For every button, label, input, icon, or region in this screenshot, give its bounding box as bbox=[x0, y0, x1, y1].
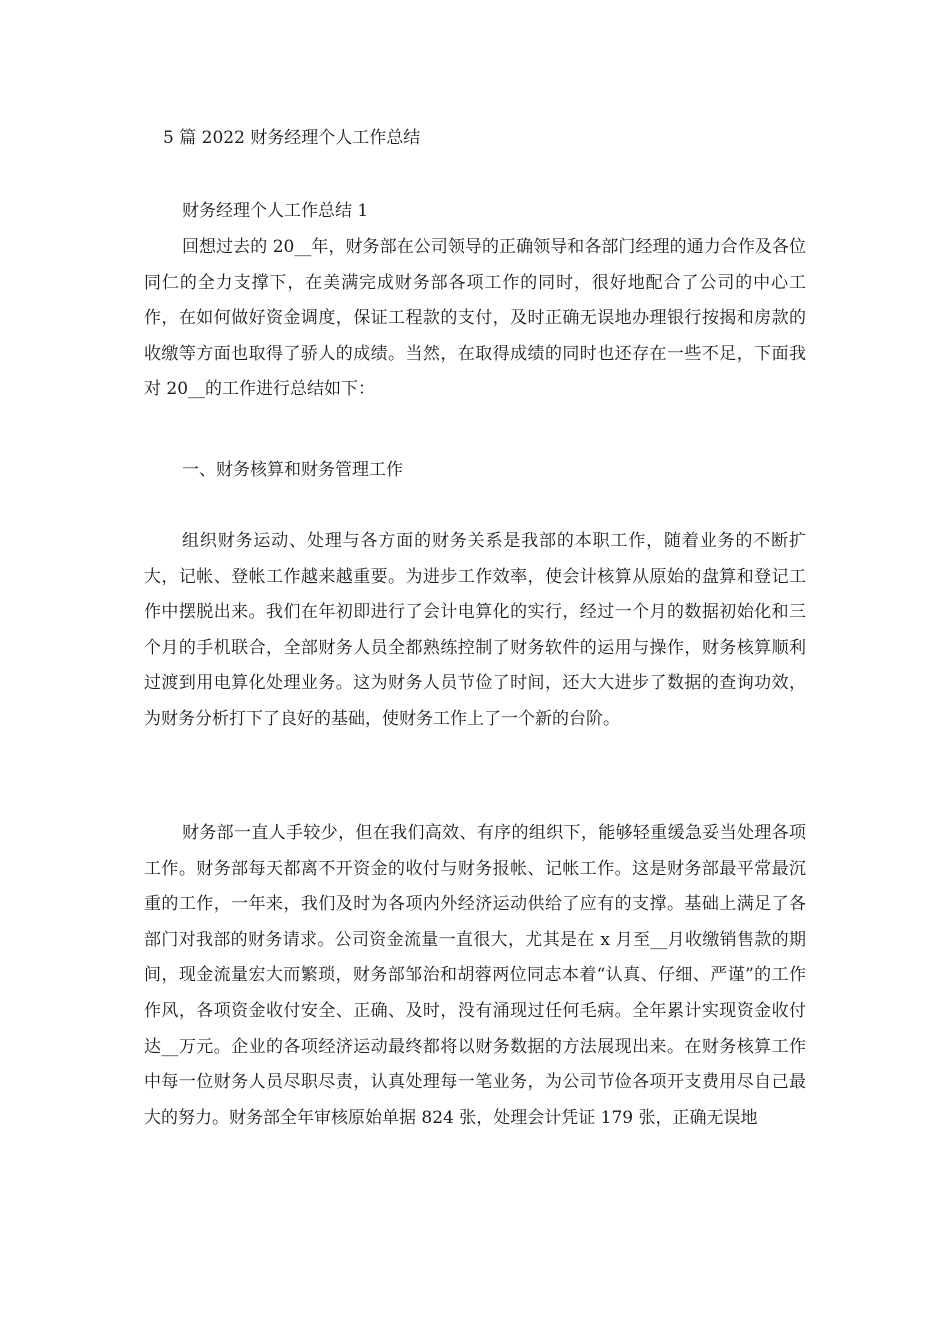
section-heading: 一、财务核算和财务管理工作 bbox=[182, 460, 403, 480]
paragraph-intro: 回想过去的 20__年，财务部在公司领导的正确领导和各部门经理的通力合作及各位同仁的全力支撑下，在美满完成财务部各项工作的同时，很好地配合了公司的中心工作，在如何做好资金调度，保证工程款的支付，及时正确无误地办理银行按揭和房款的收缴等方面也取得了骄人的成绩。当然，在取得成绩的同时也还存在一些不足，下面我对 20__的工作进行总结如下： bbox=[144, 237, 806, 400]
document-subtitle: 财务经理个人工作总结 1 bbox=[182, 201, 369, 221]
paragraph-fund-management: 财务部一直人手较少，但在我们高效、有序的组织下，能够轻重缓急妥当处理各项工作。财务部每天都离不开资金的收付与财务报帐、记帐工作。这是财务部最平常最沉重的工作，一年来，我们及时为各项内外经济运动供给了应有的支撑。基础上满足了各部门对我部的财务请求。公司资金流量一直很大，尤其是在 x 月至__月收缴销售款的期间，现金流量宏大而繁琐，财务部邹治和胡蓉两位同志本着“认真、仔细、严谨”的工作作风，各项资金收付安全、正确、及时，没有涌现过任何毛病。全年累计实现资金收付达__万元。企业的各项经济运动最终都将以财务数据的方法展现出来。在财务核算工作中每一位财务人员尽职尽责，认真处理每一笔业务，为公司节俭各项开支费用尽自己最大的努力。财务部全年审核原始单据 824 张，处理会计凭证 179 张，正确无误地 bbox=[144, 823, 806, 1128]
paragraph-accounting: 组织财务运动、处理与各方面的财务关系是我部的本职工作，随着业务的不断扩大，记帐、登帐工作越来越重要。为进步工作效率，使会计核算从原始的盘算和登记工作中摆脱出来。我们在年初即进行了会计电算化的实行，经过一个月的数据初始化和三个月的手机联合，全部财务人员全都熟练控制了财务软件的运用与操作，财务核算顺利过渡到用电算化处理业务。这为财务人员节俭了时间，还大大进步了数据的查询功效，为财务分析打下了良好的基础，使财务工作上了一个新的台阶。 bbox=[144, 531, 806, 729]
document-title: 5 篇 2022 财务经理个人工作总结 bbox=[163, 128, 421, 148]
